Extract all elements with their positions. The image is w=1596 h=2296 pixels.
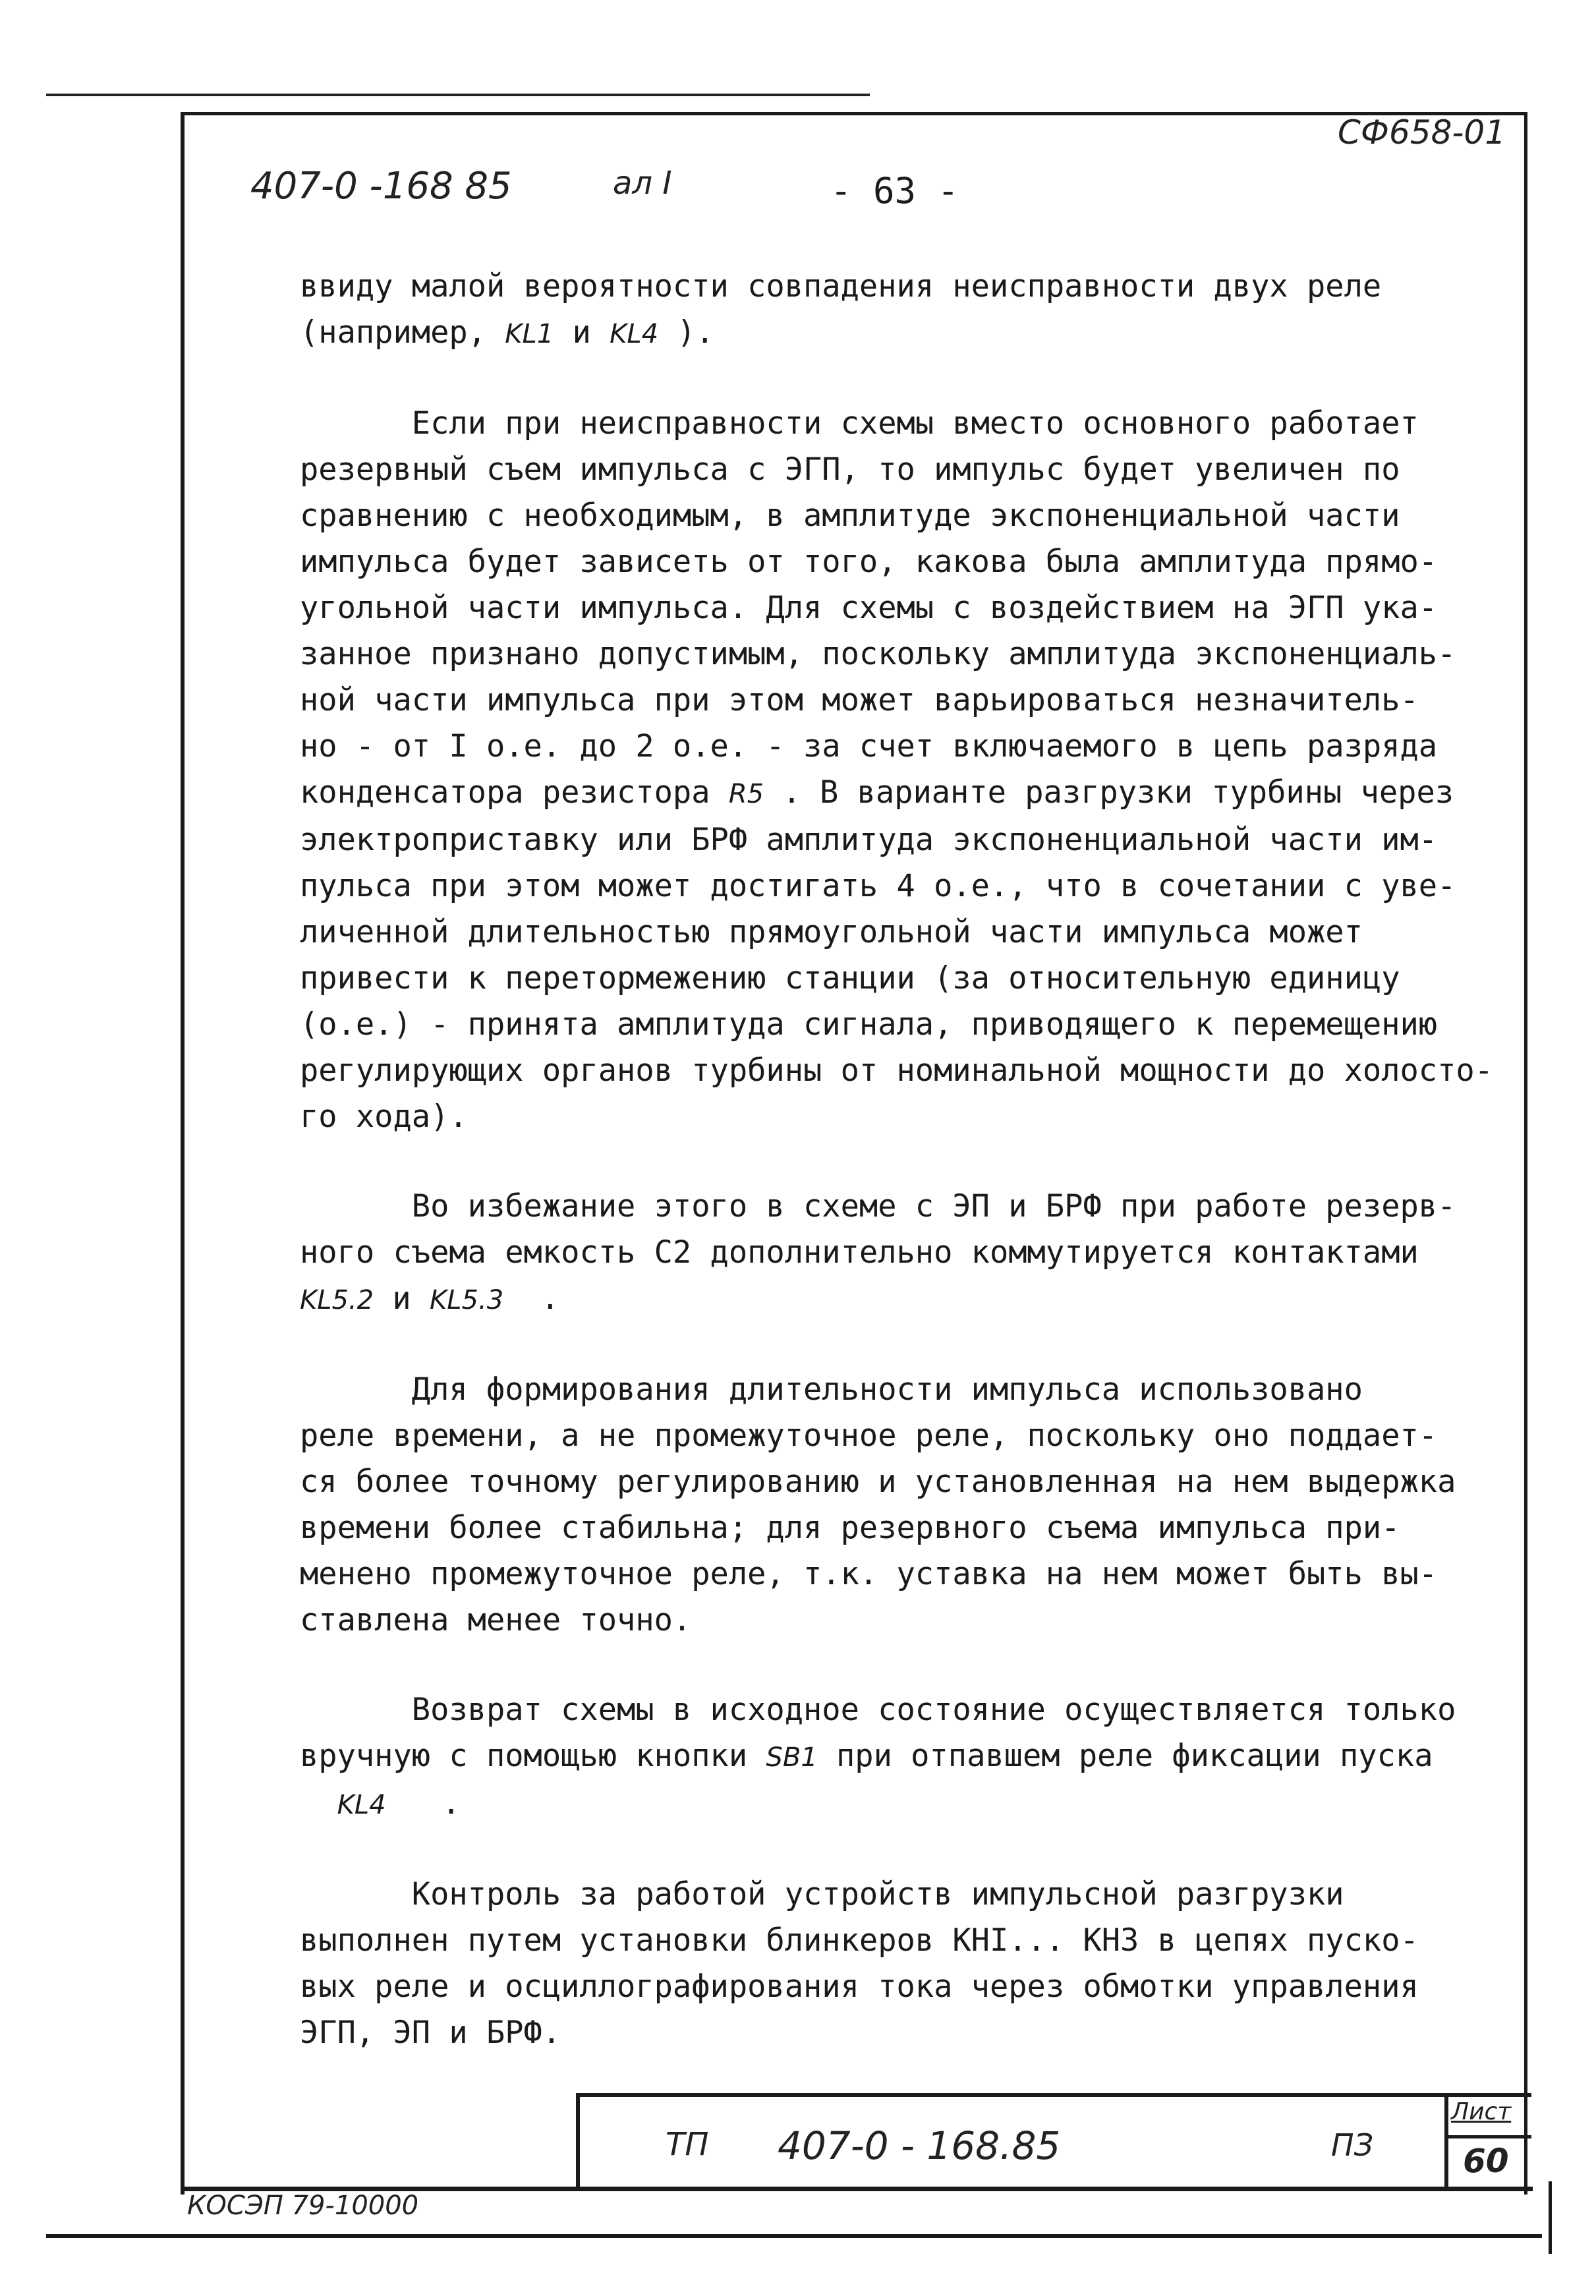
text-line: но - от I о.е. до 2 о.е. - за счет включаемого в цепь разряда	[300, 728, 1438, 764]
text-line: Во избежание этого в схеме с ЭП и БРФ при работе резерв-	[300, 1188, 1456, 1224]
title-block-sheet-number: 60	[1463, 2142, 1509, 2180]
text-line: занное признано допустимым, поскольку амплитуда экспоненциаль-	[300, 636, 1456, 672]
text-line: го хода).	[300, 1099, 468, 1135]
text-line: импульса будет зависеть от того, какова была амплитуда прямо-	[300, 544, 1438, 580]
text-fragment: конденсатора резистора	[300, 774, 729, 811]
text-line: менено промежуточное реле, т.к. уставка на нем может быть вы-	[300, 1556, 1438, 1592]
text-line: ся более точному регулированию и установленная на нем выдержка	[300, 1464, 1456, 1500]
text-line: пульса при этом может достигать 4 о.е., что в сочетании с уве-	[300, 868, 1456, 904]
document-body	[300, 264, 1539, 2100]
text-line: Если при неисправности схемы вместо основного работает	[300, 405, 1419, 442]
text-fragment: ).	[658, 314, 714, 351]
text-line: привести к перетормежению станции (за относительную единицу	[300, 960, 1400, 996]
text-line: электроприставку или БРФ амплитуда экспоненциальной части им-	[300, 822, 1438, 858]
text-line	[300, 770, 1539, 817]
text-fragment: . В варианте разгрузки турбины через	[764, 774, 1454, 811]
title-block	[576, 2093, 1531, 2191]
text-fragment: (например,	[300, 314, 505, 351]
title-block-cell-rule	[1448, 2135, 1531, 2138]
title-block-divider	[1444, 2093, 1448, 2191]
text-line: угольной части импульса. Для схемы с воздействием на ЭГП ука-	[300, 590, 1438, 626]
title-block-doctype: ПЗ	[1331, 2127, 1374, 2163]
button-mark: SB1	[766, 1742, 818, 1773]
text-fragment	[300, 1785, 337, 1822]
text-fragment: при отпавшем реле фиксации пуска	[817, 1738, 1433, 1774]
text-line: (о.е.) - принята амплитуда сигнала, приводящего к перемещению	[300, 1006, 1438, 1043]
relay-mark: KL4	[337, 1790, 386, 1820]
text-fragment: .	[385, 1785, 461, 1822]
text-line: Контроль за работой устройств импульсной разгрузки	[300, 1876, 1344, 1912]
text-line: личенной длительностью прямоугольной части импульса может	[300, 914, 1363, 950]
volume-reference: ал I	[613, 165, 672, 202]
outer-bottom-rule	[46, 2234, 1542, 2238]
page-number: - 63 -	[830, 170, 959, 212]
relay-mark: KL1	[505, 319, 554, 349]
text-line	[300, 1781, 1539, 1828]
text-line: реле времени, а не промежуточное реле, поскольку оно поддает-	[300, 1418, 1438, 1454]
footer-code: КОСЭП 79-10000	[187, 2191, 419, 2221]
paragraph-2	[300, 401, 1539, 1140]
text-fragment: .	[503, 1280, 560, 1317]
text-line: регулирующих органов турбины от номинальной мощности до холосто-	[300, 1052, 1493, 1089]
relay-mark: KL4	[610, 319, 659, 349]
resistor-mark: R5	[728, 779, 764, 809]
contact-mark: KL5.2	[300, 1285, 374, 1315]
text-line: вых реле и осциллографирования тока через обмотки управления	[300, 1968, 1419, 2005]
text-line: времени более стабильна; для резервного съема импульса при-	[300, 1510, 1400, 1546]
paragraph-4	[300, 1367, 1539, 1644]
text-line: ЭГП, ЭП и БРФ.	[300, 2015, 561, 2051]
text-fragment: вручную с помощью кнопки	[300, 1738, 766, 1774]
text-line: ставлена менее точно.	[300, 1602, 692, 1638]
top-rule	[46, 94, 870, 96]
right-edge-mark	[1549, 2181, 1552, 2254]
text-line: сравнению с необходимым, в амплитуде экспоненциальной части	[300, 498, 1400, 534]
title-block-project: 407-0 - 168.85	[778, 2123, 1061, 2168]
sheet-code: СФ658-01	[1338, 113, 1506, 152]
text-fragment: и	[554, 314, 610, 351]
text-line: ввиду малой вероятности совпадения неисправности двух реле	[300, 268, 1382, 304]
text-line	[300, 1733, 1539, 1781]
contact-mark: KL5.3	[430, 1285, 504, 1315]
text-line: Возврат схемы в исходное состояние осуществляется только	[300, 1692, 1456, 1728]
text-line: ной части импульса при этом может варьироваться незначитель-	[300, 682, 1419, 718]
document-reference: 407-0 -168 85	[250, 165, 512, 208]
text-line: ного съема емкость С2 дополнительно коммутируется контактами	[300, 1234, 1419, 1271]
paragraph-6	[300, 1872, 1539, 2056]
paragraph-3	[300, 1184, 1539, 1323]
paragraph-5	[300, 1687, 1539, 1828]
paragraph-1	[300, 264, 1539, 357]
text-line: Для формирования длительности импульса использовано	[300, 1371, 1363, 1408]
title-block-series: ТП	[666, 2126, 709, 2163]
text-line: резервный съем импульса с ЭГП, то импульс будет увеличен по	[300, 451, 1400, 488]
text-line	[300, 1276, 1539, 1323]
title-block-sheet-label: Лист	[1451, 2098, 1512, 2125]
text-fragment: и	[374, 1280, 430, 1317]
text-line: выполнен путем установки блинкеров КНI... КН3 в цепях пуско-	[300, 1922, 1419, 1959]
text-line	[300, 310, 1539, 357]
